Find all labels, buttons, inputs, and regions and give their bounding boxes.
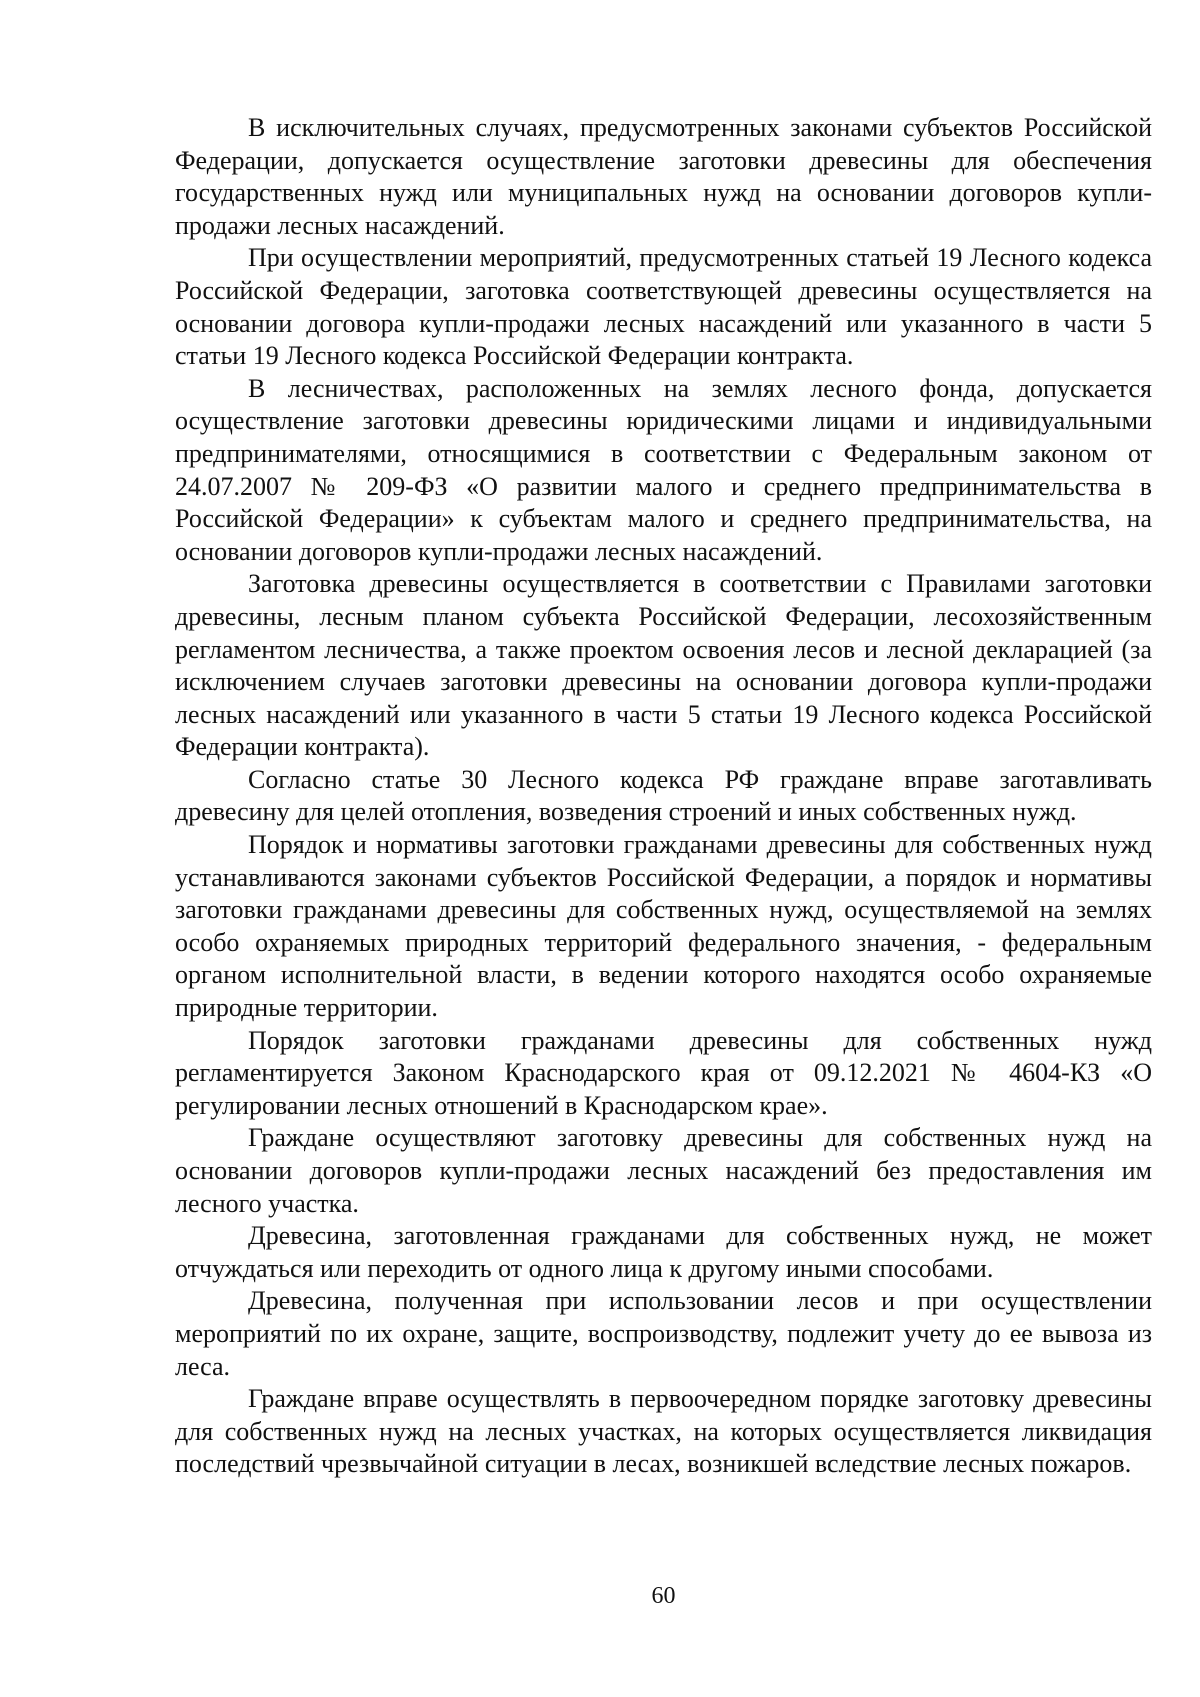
paragraph: В лесничествах, расположенных на землях лесного фонда, допускается осуществление заготовки древесины юридическими лицами и индивидуальными предпринимателями, относящимися в соответствии с Федеральным законом от 24.07.2007 № 209-ФЗ «О развитии малого и среднего предпринимательства в Российской Федерации» к субъектам малого и среднего предпринимательства, на основании договоров купли-продажи лесных насаждений. [175, 373, 1152, 566]
paragraph: Древесина, заготовленная гражданами для собственных нужд, не может отчуждаться или переходить от одного лица к другому иными способами. [175, 1221, 1152, 1283]
paragraph: Граждане осуществляют заготовку древесины для собственных нужд на основании договоров купли-продажи лесных насаждений без предоставления им лесного участка. [175, 1123, 1152, 1218]
paragraph: Заготовка древесины осуществляется в соответствии с Правилами заготовки древесины, лесным планом субъекта Российской Федерации, лесохозяйственным регламентом лесничества, а также проектом освоения лесов и лесной декларацией (за исключением случаев заготовки древесины на основании договора купли-продажи лесных насаждений или указанного в части 5 статьи 19 Лесного кодекса Российской Федерации контракта). [175, 569, 1152, 762]
paragraph: Согласно статье 30 Лесного кодекса РФ граждане вправе заготавливать древесину для целей отопления, возведения строений и иных собственных нужд. [175, 764, 1152, 827]
paragraph: Порядок заготовки гражданами древесины для собственных нужд регламентируется Законом Краснодарского края от 09.12.2021 № 4604-КЗ «О регулировании лесных отношений в Краснодарском крае». [175, 1025, 1152, 1120]
paragraph: Граждане вправе осуществлять в первоочередном порядке заготовку древесины для собственных нужд на лесных участках, на которых осуществляется ликвидация последствий чрезвычайной ситуации в лесах, возникшей вследствие лесных пожаров. [175, 1384, 1152, 1479]
paragraph: При осуществлении мероприятий, предусмотренных статьей 19 Лесного кодекса Российской Федерации, заготовка соответствующей древесины осуществляется на основании договора купли-продажи лесных насаждений или указанного в части 5 статьи 19 Лесного кодекса Российской Федерации контракта. [175, 243, 1152, 371]
paragraph: В исключительных случаях, предусмотренных законами субъектов Российской Федерации, допускается осуществление заготовки древесины для обеспечения государственных нужд или муниципальных нужд на основании договоров купли-продажи лесных насаждений. [175, 113, 1152, 240]
page-number: 60 [651, 1583, 676, 1609]
paragraph: Древесина, полученная при использовании лесов и при осуществлении мероприятий по их охране, защите, воспроизводству, подлежит учету до ее вывоза из леса. [175, 1286, 1152, 1381]
body-text [175, 112, 1152, 1481]
paragraph: Порядок и нормативы заготовки гражданами древесины для собственных нужд устанавливаются законами субъектов Российской Федерации, а порядок и нормативы заготовки гражданами древесины для собственных нужд, осуществляемой на землях особо охраняемых природных территорий федерального значения, - федеральным органом исполнительной власти, в ведении которого находятся особо охраняемые природные территории. [175, 830, 1152, 1023]
